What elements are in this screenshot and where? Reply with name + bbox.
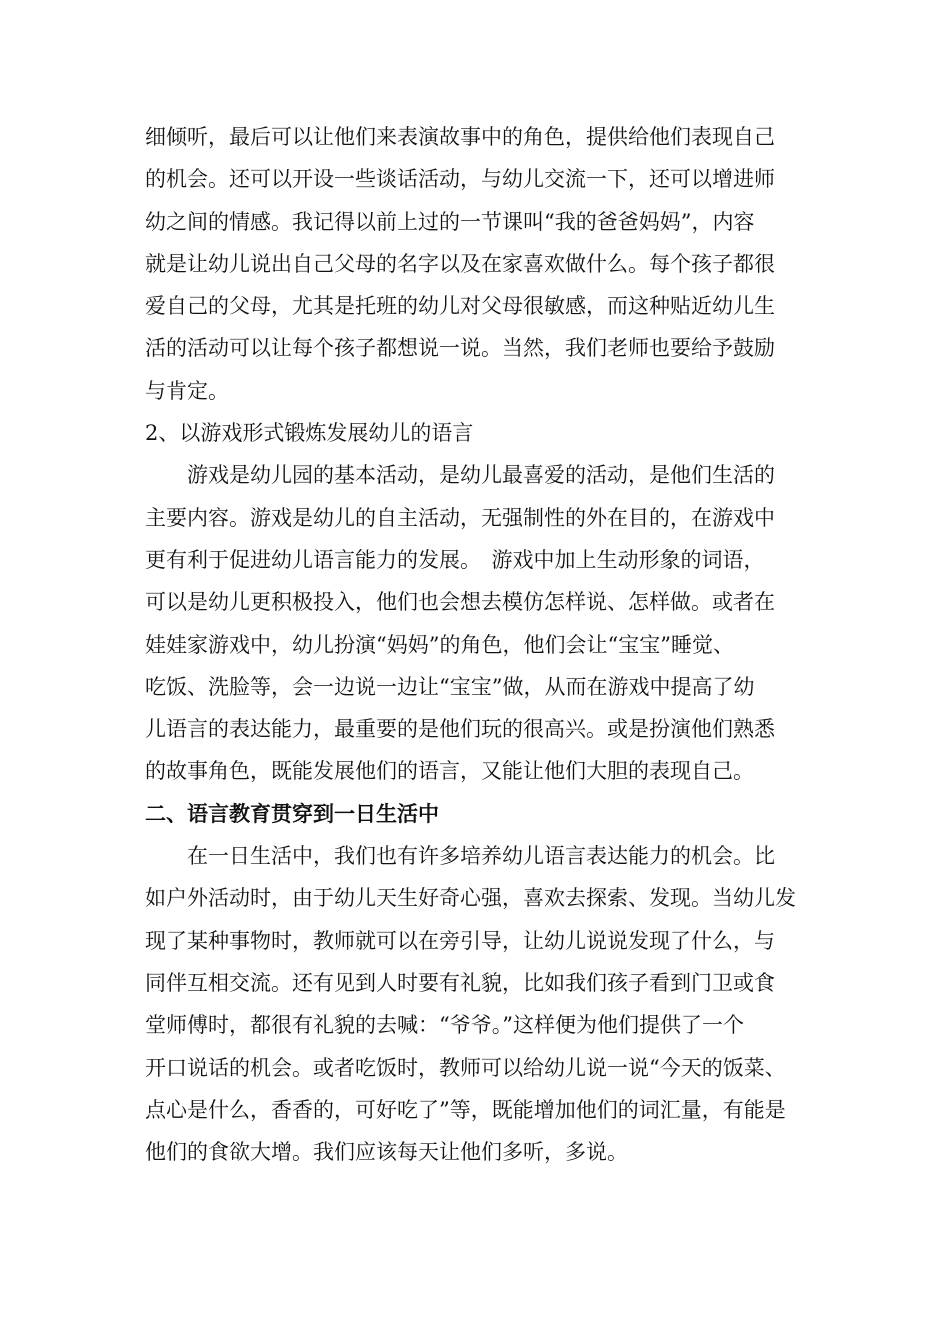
- text-line: 现了某种事物时，教师就可以在旁引导，让幼儿说说发现了什么，与: [145, 928, 775, 953]
- text-line: 如户外活动时，由于幼儿天生好奇心强，喜欢去探索、发现。当幼儿发: [145, 886, 796, 911]
- text-line: 吃饭、洗脸等，会一边说一边让“宝宝”做，从而在游戏中提高了幼: [145, 674, 755, 699]
- text-line: 游戏是幼儿园的基本活动，是幼儿最喜爱的活动，是他们生活的: [187, 463, 775, 488]
- text-line: 的故事角色，既能发展他们的语言，又能让他们大胆的表现自己。: [145, 759, 754, 784]
- text-line: 更有利于促进幼儿语言能力的发展。 游戏中加上生动形象的词语，: [145, 547, 765, 572]
- text-line: 主要内容。游戏是幼儿的自主活动，无强制性的外在目的，在游戏中: [145, 505, 775, 530]
- subheading-game-language: 2、以游戏形式锻炼发展幼儿的语言: [145, 421, 474, 446]
- text-line: 与肯定。: [145, 378, 229, 403]
- section-heading-daily-life: 二、语言教育贯穿到一日生活中: [145, 801, 439, 826]
- text-line: 在一日生活中，我们也有许多培养幼儿语言表达能力的机会。比: [187, 844, 775, 869]
- paragraph-game: [145, 454, 815, 792]
- text-line: 儿语言的表达能力，最重要的是他们玩的很高兴。或是扮演他们熟悉: [145, 717, 775, 742]
- text-line: 堂师傅时，都很有礼貌的去喊：“爷爷。”这样便为他们提供了一个: [145, 1013, 744, 1038]
- text-line: 娃娃家游戏中，幼儿扮演“妈妈”的角色，他们会让“宝宝”睡觉、: [145, 632, 734, 657]
- text-line: 他们的食欲大增。我们应该每天让他们多听，多说。: [145, 1140, 628, 1165]
- document-body: [145, 116, 815, 1173]
- text-line: 细倾听，最后可以让他们来表演故事中的角色，提供给他们表现自己: [145, 125, 775, 149]
- paragraph-daily-life: [145, 835, 815, 1173]
- text-line: 同伴互相交流。还有见到人时要有礼貌，比如我们孩子看到门卫或食: [145, 970, 775, 995]
- text-line: 开口说话的机会。或者吃饭时，教师可以给幼儿说一说“今天的饭菜、: [145, 1055, 786, 1080]
- text-line: 可以是幼儿更积极投入，他们也会想去模仿怎样说、怎样做。或者在: [145, 590, 775, 615]
- text-line: 就是让幼儿说出自己父母的名字以及在家喜欢做什么。每个孩子都很: [145, 251, 775, 276]
- text-line: 爱自己的父母，尤其是托班的幼儿对父母很敏感，而这种贴近幼儿生: [145, 294, 775, 319]
- text-line: 幼之间的情感。我记得以前上过的一节课叫“我的爸爸妈妈”，内容: [145, 209, 755, 234]
- text-line: 的机会。还可以开设一些谈话活动，与幼儿交流一下，还可以增进师: [145, 167, 775, 192]
- paragraph-continuation: [145, 116, 815, 412]
- text-line: 活的活动可以让每个孩子都想说一说。当然，我们老师也要给予鼓励: [145, 336, 775, 361]
- text-line: 点心是什么，香香的，可好吃了”等，既能增加他们的词汇量，有能是: [145, 1097, 786, 1122]
